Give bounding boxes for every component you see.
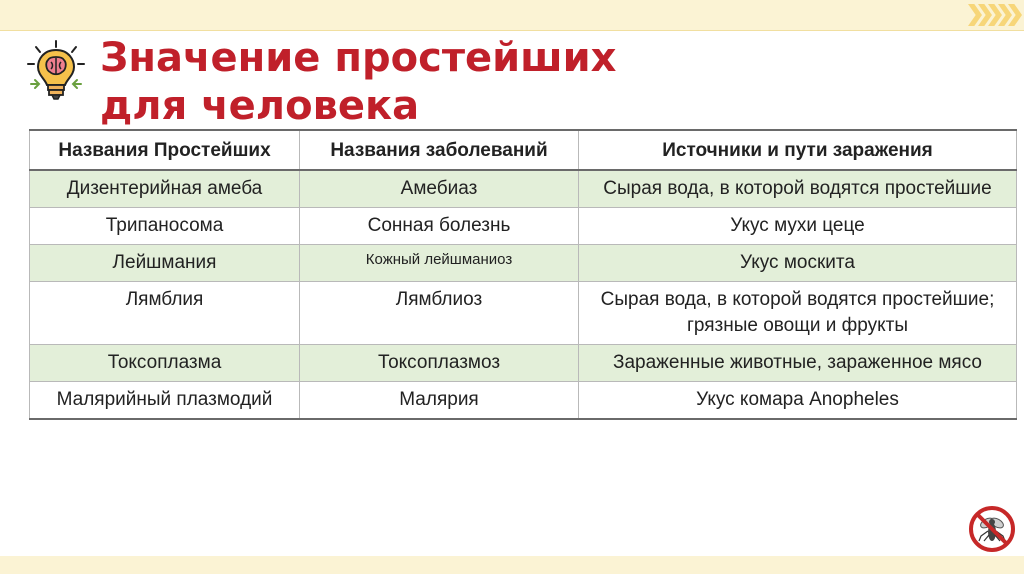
protozoa-cell: Малярийный плазмодий [30,382,300,420]
table-row [30,170,1017,208]
header-infection-sources: Источники и пути заражения [579,130,1017,170]
brain-lightbulb-icon [26,40,86,102]
protozoa-cell: Трипаносома [30,208,300,245]
source-cell: Укус москита [579,245,1017,282]
source-cell: Сырая вода, в которой водятся простейшие; грязные овощи и фрукты [579,282,1017,345]
table-row [30,208,1017,245]
disease-cell: Малярия [300,382,579,420]
disease-cell: Амебиаз [300,170,579,208]
protozoa-cell: Лейшмания [30,245,300,282]
header-disease-names: Названия заболеваний [300,130,579,170]
no-mosquito-icon [968,505,1016,553]
table-row [30,245,1017,282]
table-header-row [30,130,1017,170]
disease-cell: Токсоплазмоз [300,345,579,382]
protozoa-cell: Токсоплазма [30,345,300,382]
source-cell: Укус мухи цеце [579,208,1017,245]
table-row [30,345,1017,382]
bottom-decorative-band [0,556,1024,574]
top-decorative-band [0,0,1024,30]
title-line-2: для человека [100,83,420,129]
source-cell: Укус комара Anopheles [579,382,1017,420]
protozoa-cell: Дизентерийная амеба [30,170,300,208]
top-band-divider [0,30,1024,31]
table-row [30,282,1017,345]
source-cell: Зараженные животные, зараженное мясо [579,345,1017,382]
protozoa-table [29,129,1017,420]
header-protozoa-names: Названия Простейших [30,130,300,170]
page-title [100,34,616,130]
protozoa-cell: Лямблия [30,282,300,345]
disease-cell: Кожный лейшманиоз [300,245,579,282]
table-row [30,382,1017,420]
chevron-arrows-icon [972,4,1022,26]
source-cell: Сырая вода, в которой водятся простейшие [579,170,1017,208]
disease-cell: Сонная болезнь [300,208,579,245]
disease-cell: Лямблиоз [300,282,579,345]
title-line-1: Значение простейших [100,35,617,81]
